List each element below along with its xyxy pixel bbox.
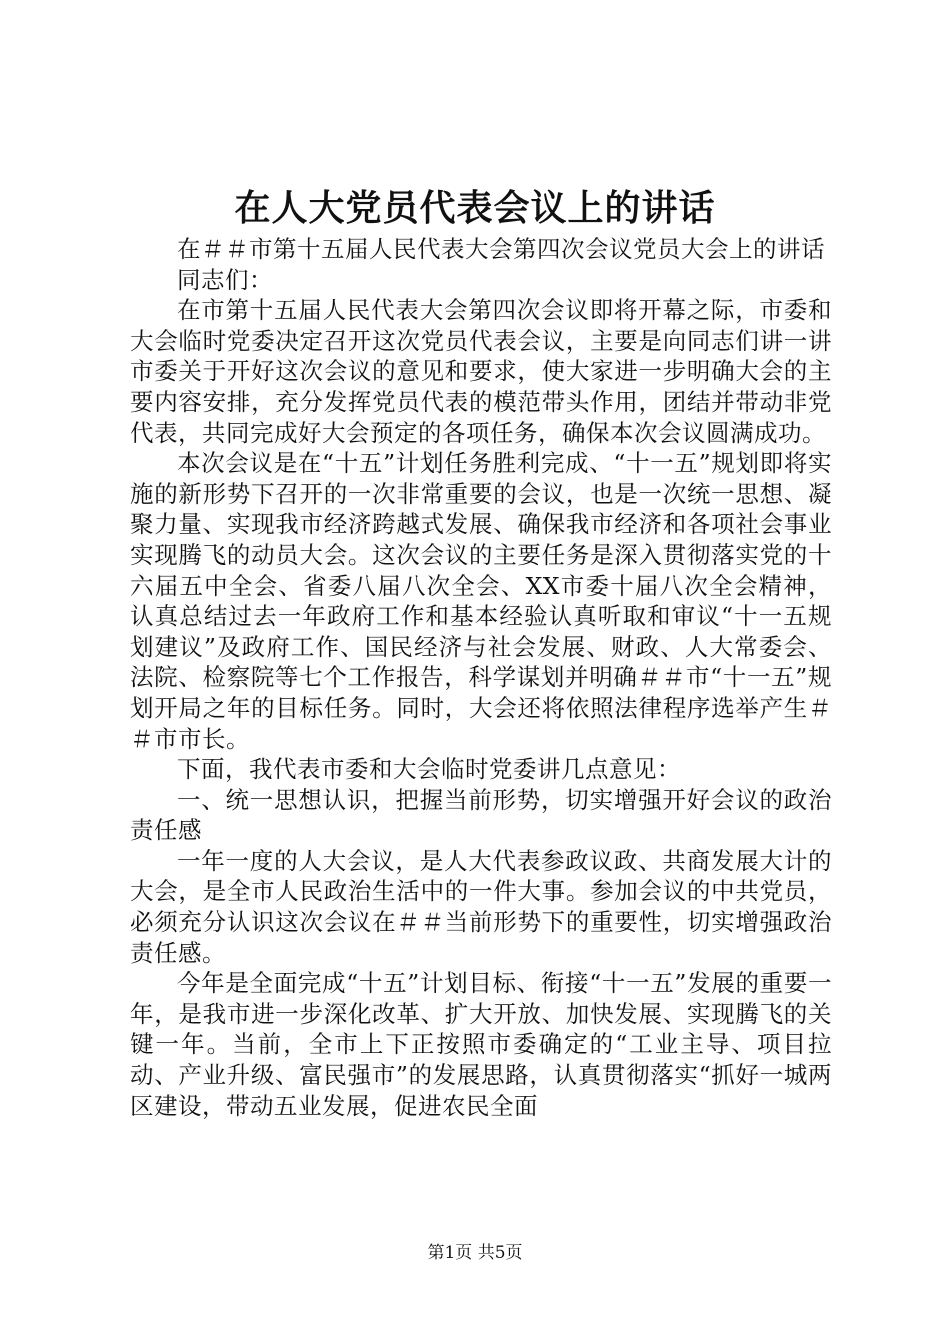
paragraph: 下面，我代表市委和大会临时党委讲几点意见： [177,755,681,784]
document-body [130,234,832,1121]
paragraph-salutation: 同志们： [177,265,273,294]
paragraph-heading-line: 在＃＃市第十五届人民代表大会第四次会议党员大会上的讲话 [177,235,825,263]
document-title: 在人大党员代表会议上的讲话 [234,187,716,229]
paragraph: 今年是全面完成“十五”计划目标、衔接“十一五”发展的重要一年，是我市进一步深化改革、扩大开放、加快发展、实现腾飞的关键一年。当前，全市上下正按照市委确定的“工业主导、项目拉动、产业升级、富民强市”的发展思路，认真贯彻落实“抓好一城两区建设，带动五业发展，促进农民全面 [130,969,832,1120]
page-footer: 第1页 共5页 [427,1243,523,1263]
paragraph: 一年一度的人大会议，是人大代表参政议政、共商发展大计的大会，是全市人民政治生活中的一件大事。参加会议的中共党员，必须充分认识这次会议在＃＃当前形势下的重要性，切实增强政治责任感。 [130,846,832,967]
section-heading: 一、统一思想认识，把握当前形势，切实增强开好会议的政治责任感 [130,785,832,845]
paragraph: 本次会议是在“十五”计划任务胜利完成、“十一五”规划即将实施的新形势下召开的一次非常重要的会议，也是一次统一思想、凝聚力量、实现我市经济跨越式发展、确保我市经济和各项社会事业实现腾飞的动员大会。这次会议的主要任务是深入贯彻落实党的十六届五中全会、省委八届八次全会、XX市委十届八次全会精神，认真总结过去一年政府工作和基本经验认真听取和审议“十一五规划建议”及政府工作、国民经济与社会发展、财政、人大常委会、法院、检察院等七个工作报告，科学谋划并明确＃＃市“十一五”规划开局之年的目标任务。同时，大会还将依照法律程序选举产生＃＃市市长。 [130,449,832,753]
paragraph: 在市第十五届人民代表大会第四次会议即将开幕之际，市委和大会临时党委决定召开这次党员代表会议，主要是向同志们讲一讲市委关于开好这次会议的意见和要求，使大家进一步明确大会的主要内容安排，充分发挥党员代表的模范带头作用，团结并带动非党代表，共同完成好大会预定的各项任务，确保本次会议圆满成功。 [130,296,832,447]
